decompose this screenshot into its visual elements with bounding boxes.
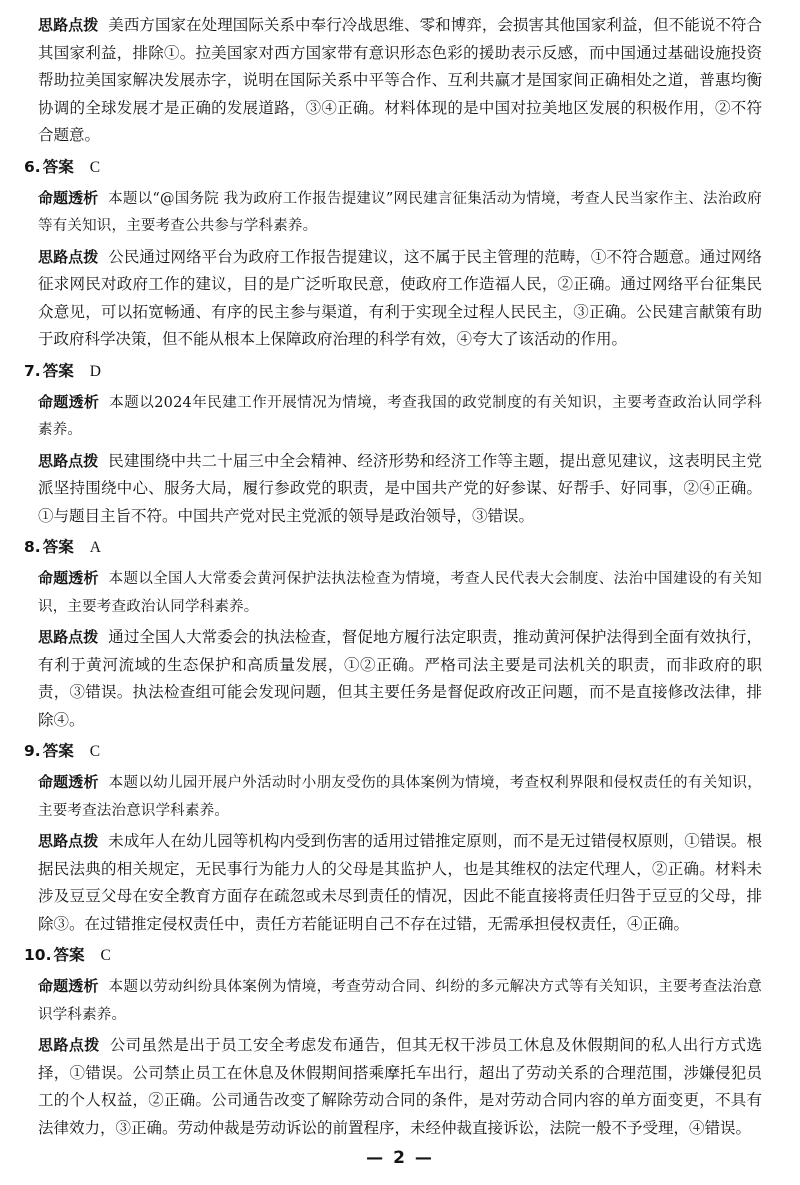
approach-text: 民建围绕中共二十届三中全会精神、经济形势和经济工作等主题，提出意见建议，这表明民主党派坚持围绕中心、服务大局，履行参政党的职责，是中国共产党的好参谋、好帮手、好同事，②④正确。①与题目主旨不符。中国共产党对民主党派的领导是政治领导，③错误。: [38, 451, 762, 525]
q8-answer-line: [24, 534, 762, 561]
analysis-text: 本题以幼儿园开展户外活动时小朋友受伤的具体案例为情境，考查权利界限和侵权责任的有关知识，主要考查法治意识学科素养。: [38, 775, 762, 819]
approach-label: 思路点拨: [38, 247, 99, 266]
q10-answer-line: [24, 942, 762, 969]
answer-label: 答案: [53, 946, 85, 964]
answer-value: C: [100, 947, 111, 964]
approach-text: 通过全国人大常委会的执法检查，督促地方履行法定职责，推动黄河保护法得到全面有效执行，有利于黄河流域的生态保护和高质量发展，①②正确。严格司法主要是司法机关的职责，而非政府的职责，③错误。执法检查组可能会发现问题，但其主要任务是督促政府改正问题，而不是直接修改法律，排除④。: [38, 628, 762, 729]
q10-analysis: [38, 973, 762, 1029]
q9-analysis: [38, 769, 762, 825]
question-number: 10.: [24, 946, 52, 964]
approach-text: 未成年人在幼儿园等机构内受到伤害的适用过错推定原则，而不是无过错侵权原则，①错误。根据民法典的相关规定，无民事行为能力人的父母是其监护人，也是其维权的法定代理人，②正确。材料未涉及豆豆父母在安全教育方面存在疏忽或未尽到责任的情况，因此不能直接将责任归咎于豆豆的父母，排除③。在过错推定侵权责任中，责任方若能证明自己不存在过错，无需承担侵权责任，④正确。: [38, 832, 762, 933]
q9-answer-line: [24, 738, 762, 765]
analysis-text: 本题以2024年民建工作开展情况为情境，考查我国的政党制度的有关知识，主要考查政治认同学科素养。: [38, 394, 762, 438]
question-number: 9.: [24, 742, 41, 760]
analysis-text: 本题以全国人大常委会黄河保护法执法检查为情境，考查人民代表大会制度、法治中国建设的有关知识，主要考查政治认同学科素养。: [38, 571, 762, 615]
analysis-label: 命题透析: [38, 773, 99, 791]
q8-approach: [38, 624, 762, 734]
analysis-text: 本题以劳动纠纷具体案例为情境，考查劳动合同、纠纷的多元解决方式等有关知识，主要考查法治意识学科素养。: [38, 979, 762, 1023]
answer-label: 答案: [42, 742, 74, 760]
answer-value: A: [89, 539, 101, 556]
q8-analysis: [38, 565, 762, 621]
q7-approach: [38, 448, 762, 531]
answer-label: 答案: [42, 361, 74, 380]
page-number: — 2 —: [366, 1148, 434, 1168]
question-number: 8.: [24, 538, 41, 556]
q6-answer-line: [24, 154, 762, 181]
approach-label: 思路点拨: [38, 628, 99, 646]
approach-text: 公民通过网络平台为政府工作报告提建议，这不属于民主管理的范畴，①不符合题意。通过网络征求网民对政府工作的建议，目的是广泛听取民意，使政府工作造福人民，②正确。通过网络平台征集民众意见，可以拓宽畅通、有序的民主参与渠道，有利于实现全过程人民民主，③正确。公民建言献策有助于政府科学决策，但不能从根本上保障政府治理的科学有效，④夸大了该活动的作用。: [38, 247, 762, 348]
q6-analysis: [38, 185, 762, 241]
question-number: 6.: [24, 157, 41, 176]
answer-label: 答案: [42, 157, 74, 176]
answer-value: D: [89, 362, 101, 380]
analysis-label: 命题透析: [38, 569, 99, 587]
q7-answer-line: [24, 358, 762, 385]
q9-approach: [38, 828, 762, 938]
approach-text: 美西方国家在处理国际关系中奉行冷战思维、零和博弈，会损害其他国家利益，但不能说不符合其国家利益，排除①。拉美国家对西方国家带有意识形态色彩的援助表示反感，而中国通过基础设施投资帮助拉美国家解决发展赤字，说明在国际关系中平等合作、互利共赢才是国家间正确相处之道，普惠均衡协调的全球发展才是正确的发展道路，③④正确。材料体现的是中国对拉美地区发展的积极作用，②不符合题意。: [38, 16, 762, 144]
approach-label: 思路点拨: [38, 16, 99, 34]
approach-label: 思路点拨: [38, 832, 99, 850]
q7-analysis: [38, 389, 762, 445]
analysis-label: 命题透析: [38, 188, 99, 207]
q5-approach: [38, 12, 762, 150]
approach-text: 公司虽然是出于员工安全考虑发布通告，但其无权干涉员工休息及休假期间的私人出行方式选择，①错误。公司禁止员工在休息及休假期间搭乘摩托车出行，超出了劳动关系的合理范围，涉嫌侵犯员工的个人权益，②正确。公司通告改变了解除劳动合同的条件，是对劳动合同内容的单方面变更，不具有法律效力，③正确。劳动仲裁是劳动诉讼的前置程序，未经仲裁直接诉讼，法院一般不予受理，④错误。: [38, 1036, 762, 1137]
answer-value: C: [89, 158, 101, 176]
question-number: 7.: [24, 361, 41, 380]
q10-approach: [38, 1032, 762, 1142]
analysis-label: 命题透析: [38, 977, 99, 995]
analysis-label: 命题透析: [38, 392, 100, 411]
answer-label: 答案: [42, 538, 74, 556]
approach-label: 思路点拨: [38, 1036, 100, 1054]
answer-value: C: [89, 743, 101, 760]
q6-approach: [38, 244, 762, 354]
approach-label: 思路点拨: [38, 451, 99, 470]
analysis-text: 本题以“@国务院 我为政府工作报告提建议”网民建言征集活动为情境，考查人民当家作主、法治政府等有关知识，主要考查公共参与学科素养。: [38, 190, 762, 234]
